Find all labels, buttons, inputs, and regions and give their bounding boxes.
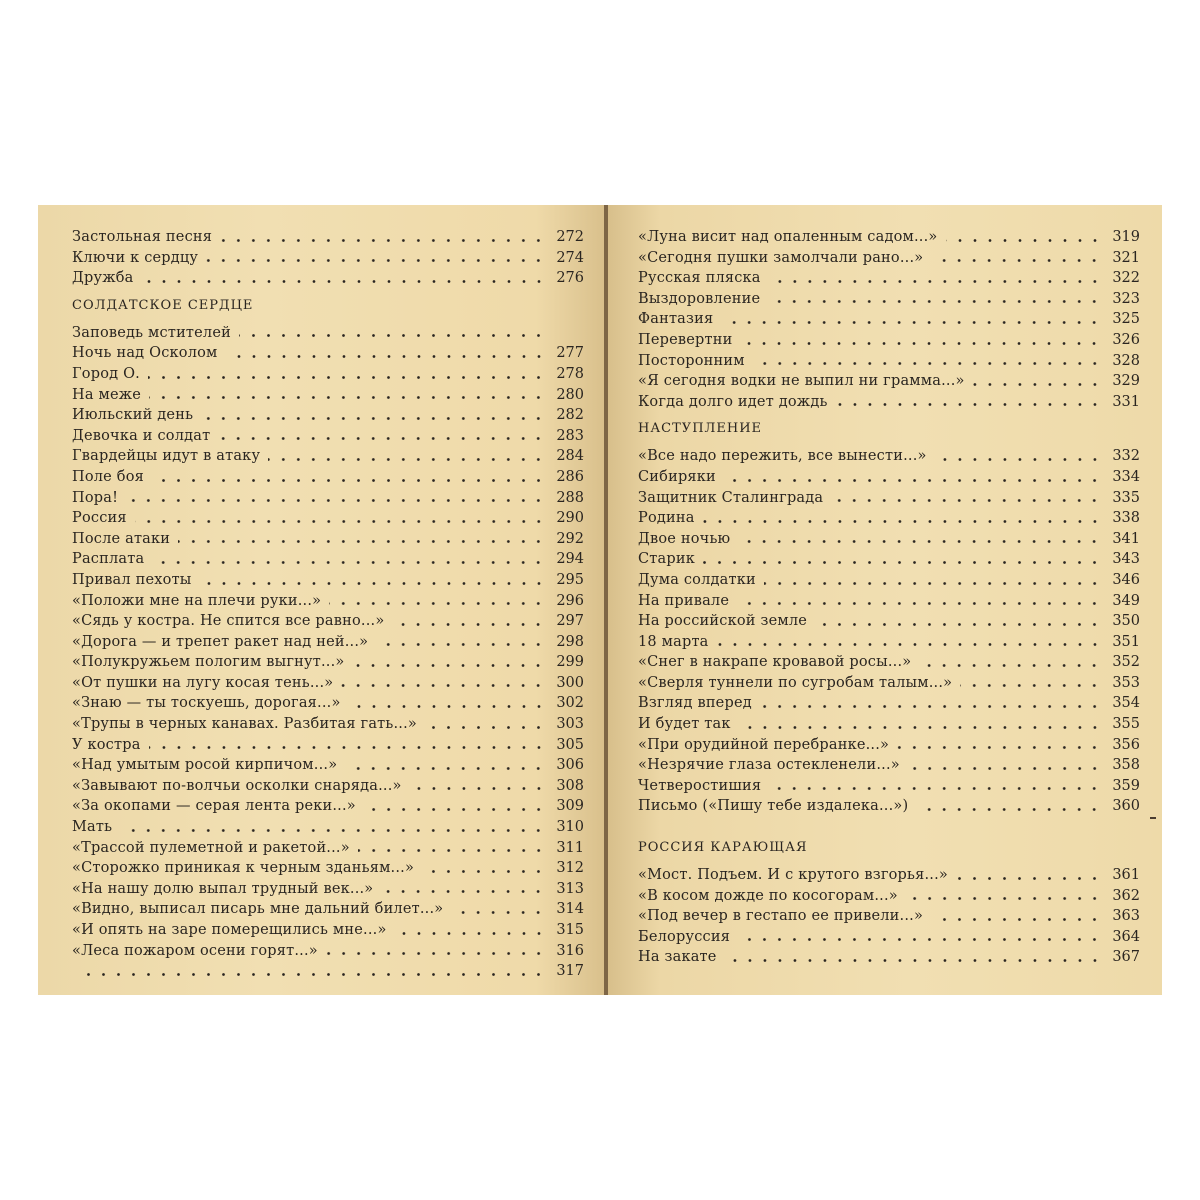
toc-entry: [638, 755, 1140, 776]
toc-entry: [72, 776, 584, 797]
entry-title: Фантазия: [638, 311, 714, 328]
page-number: 328: [1112, 352, 1140, 369]
toc-entry: [72, 735, 584, 756]
dot-leader: [395, 932, 546, 935]
entry-title: 18 марта: [638, 633, 709, 650]
dot-leader: [148, 376, 546, 379]
entry-title: Дума солдатки: [638, 571, 756, 588]
page-number: 305: [556, 736, 584, 753]
toc-entry: [638, 330, 1140, 351]
toc-entry: [72, 693, 584, 714]
page-number: 360: [1112, 798, 1140, 815]
page-number: 356: [1112, 736, 1140, 753]
page-number: 346: [1112, 571, 1140, 588]
dot-leader: [738, 938, 1102, 941]
toc-entry: [638, 591, 1140, 612]
section-title: НАСТУПЛЕНИЕ: [638, 421, 763, 437]
page-number: 288: [556, 489, 584, 506]
page-number: 362: [1112, 887, 1140, 904]
entry-title: Поле боя: [72, 468, 144, 485]
dot-leader: [226, 355, 546, 358]
entry-title: «Сверля туннели по сугробам талым...»: [638, 674, 953, 691]
toc-entry: [72, 488, 584, 509]
toc-entry: [72, 426, 584, 447]
toc-entry: [72, 858, 584, 879]
toc-entry: [638, 248, 1140, 269]
entry-title: «Луна висит над опаленным садом...»: [638, 229, 938, 245]
dot-leader: [960, 684, 1102, 687]
page-number: 332: [1112, 448, 1140, 465]
toc-entry: [72, 611, 584, 632]
toc-entry: [638, 796, 1140, 817]
dot-leader: [206, 259, 546, 262]
toc-entry: [72, 405, 584, 426]
toc-entry: [638, 508, 1140, 529]
page-number: 354: [1112, 695, 1140, 712]
dot-leader: [897, 746, 1102, 749]
toc-entry: [638, 289, 1140, 310]
toc-entry: [72, 899, 584, 920]
entry-title: «За окопами — серая лента реки...»: [72, 798, 356, 815]
toc-entry: [638, 776, 1140, 797]
page-number: 299: [556, 654, 584, 671]
page-number: 272: [556, 229, 584, 245]
dot-leader: [831, 499, 1102, 502]
dot-leader: [341, 684, 546, 687]
dot-leader: [946, 239, 1103, 242]
entry-title: «Сторожко приникая к черным зданьям...»: [72, 860, 415, 877]
right-top-entries: [638, 227, 1140, 412]
entry-title: Когда долго идет дождь: [638, 393, 828, 410]
toc-entry: [638, 927, 1140, 948]
page-number: 353: [1112, 674, 1140, 691]
toc-entry: [72, 467, 584, 488]
entry-title: И будет так: [638, 716, 731, 733]
right-section-entries: [638, 446, 1140, 817]
page-number: 325: [1112, 311, 1140, 328]
entry-title: На меже: [72, 386, 142, 403]
page-number: 350: [1112, 613, 1140, 630]
dot-leader: [760, 705, 1102, 708]
entry-title: Девочка и солдат: [72, 427, 211, 444]
page-number: 310: [556, 819, 584, 836]
dot-leader: [200, 582, 546, 585]
dot-leader: [737, 602, 1102, 605]
page-number: 282: [556, 407, 584, 424]
entry-title: Застольная песня: [72, 229, 213, 245]
toc-entry: [72, 755, 584, 776]
entry-title: На российской земле: [638, 613, 808, 630]
page-number: 329: [1112, 373, 1140, 390]
dot-leader: [201, 417, 546, 420]
left-section-entries: [72, 323, 584, 982]
dot-leader: [329, 602, 546, 605]
dot-leader: [218, 437, 546, 440]
toc-entry: [72, 714, 584, 735]
page-number: 295: [556, 571, 584, 588]
entry-title: Расплата: [72, 551, 145, 568]
dot-leader: [738, 540, 1102, 543]
page-number: 326: [1112, 331, 1140, 348]
dot-leader: [931, 259, 1102, 262]
toc-entry: [638, 611, 1140, 632]
toc-entry: [72, 673, 584, 694]
entry-title: На закате: [638, 949, 717, 966]
page-number: 359: [1112, 777, 1140, 794]
right-toc: [638, 227, 1140, 968]
dot-leader: [376, 643, 546, 646]
page-number: 300: [556, 674, 584, 691]
toc-entry: [638, 886, 1140, 907]
entry-title: «На нашу долю выпал трудный век...»: [72, 880, 374, 897]
dot-leader: [142, 280, 546, 283]
toc-entry: [638, 488, 1140, 509]
page-number: 363: [1112, 908, 1140, 925]
dot-leader: [120, 829, 546, 832]
left-page: [38, 205, 604, 995]
dot-leader: [768, 300, 1102, 303]
toc-entry: [72, 941, 584, 962]
entry-title: Двое ночью: [638, 530, 731, 547]
dot-leader: [410, 787, 546, 790]
toc-entry: [72, 364, 584, 385]
toc-entry: [72, 323, 584, 344]
toc-entry: [72, 570, 584, 591]
page-number: 361: [1112, 867, 1140, 884]
page-number: 355: [1112, 716, 1140, 733]
dot-leader: [451, 911, 546, 914]
entry-title: «Полукружьем пологим выгнут...»: [72, 654, 345, 671]
page-number: 316: [556, 942, 584, 959]
dot-leader: [973, 383, 1102, 386]
page-number: 280: [556, 386, 584, 403]
entry-title: Посторонним: [638, 352, 745, 369]
dot-leader: [381, 890, 546, 893]
ink-blot: [1150, 817, 1156, 819]
page-number: 290: [556, 510, 584, 527]
dot-leader: [425, 726, 546, 729]
page-number: 311: [556, 839, 584, 856]
right-section2-entries: [638, 865, 1140, 968]
page-number: 294: [556, 551, 584, 568]
dot-leader: [916, 808, 1102, 811]
toc-entry: [638, 467, 1140, 488]
dot-leader: [326, 952, 546, 955]
entry-title: Город О.: [72, 365, 140, 382]
dot-leader: [769, 787, 1102, 790]
book-gutter: [604, 205, 608, 995]
dot-leader: [703, 561, 1102, 564]
dot-leader: [764, 582, 1102, 585]
toc-entry: [72, 529, 584, 550]
page-number: 278: [556, 365, 584, 382]
page-number: 319: [1112, 229, 1140, 245]
toc-entry: [638, 865, 1140, 886]
entry-title: «Над умытым росой кирпичом...»: [72, 757, 338, 774]
toc-entry: [72, 817, 584, 838]
right-page: [604, 205, 1162, 995]
toc-entry: [638, 735, 1140, 756]
dot-leader: [178, 540, 546, 543]
page-number: 358: [1112, 757, 1140, 774]
entry-title: Русская пляска: [638, 270, 761, 287]
toc-entry: [638, 227, 1140, 248]
entry-title: «Положи мне на плечи руки...»: [72, 592, 322, 609]
entry-title: Привал пехоты: [72, 571, 192, 588]
toc-entry: [72, 227, 584, 248]
section-title: СОЛДАТСКОЕ СЕРДЦЕ: [72, 297, 254, 313]
entry-title: «В косом дожде по косогорам...»: [638, 887, 898, 904]
dot-leader: [345, 767, 546, 770]
page-number: 351: [1112, 633, 1140, 650]
toc-entry: [638, 693, 1140, 714]
toc-entry: [638, 673, 1140, 694]
page-number: 349: [1112, 592, 1140, 609]
page-number: 315: [556, 922, 584, 938]
page-number: 274: [556, 249, 584, 266]
toc-entry: [638, 549, 1140, 570]
dot-leader: [724, 479, 1102, 482]
left-toc: [72, 227, 584, 982]
toc-entry: [72, 838, 584, 859]
dot-leader: [422, 870, 546, 873]
entry-title: Сибиряки: [638, 468, 716, 485]
page-number: 292: [556, 530, 584, 547]
dot-leader: [725, 959, 1102, 962]
toc-entry: [638, 351, 1140, 372]
entry-title: Белоруссия: [638, 928, 731, 945]
toc-entry: [638, 529, 1140, 550]
toc-entry: [72, 446, 584, 467]
entry-title: Старик: [638, 551, 695, 568]
dot-leader: [919, 664, 1102, 667]
dot-leader: [836, 403, 1102, 406]
entry-title: Пора!: [72, 489, 119, 506]
dot-leader: [753, 362, 1102, 365]
toc-entry: [638, 371, 1140, 392]
toc-entry: [72, 879, 584, 900]
page-number: 277: [556, 345, 584, 362]
page-number: 352: [1112, 654, 1140, 671]
dot-leader: [239, 334, 546, 337]
entry-title: Родина: [638, 510, 695, 527]
entry-title: У костра: [72, 736, 141, 753]
toc-entry: [638, 652, 1140, 673]
entry-title: Дружба: [72, 270, 134, 287]
dot-leader: [703, 520, 1102, 523]
toc-entry: [72, 268, 584, 289]
page-number: 334: [1112, 468, 1140, 485]
page-number: 309: [556, 798, 584, 815]
entry-title: «Трупы в черных канавах. Разбитая гать...»: [72, 716, 417, 733]
entry-title: «Видно, выписал писарь мне дальний билет...»: [72, 901, 444, 918]
dot-leader: [908, 767, 1102, 770]
page-number: 343: [1112, 551, 1140, 568]
toc-entry: [72, 385, 584, 406]
book-spread: [38, 205, 1162, 995]
toc-entry: [72, 632, 584, 653]
section-title: РОССИЯ КАРАЮЩАЯ: [638, 840, 808, 856]
page-number: 322: [1112, 270, 1140, 287]
dot-leader: [956, 877, 1102, 880]
dot-leader: [906, 897, 1102, 900]
entry-title: «От пушки на лугу косая тень...»: [72, 674, 334, 691]
entry-title: «Я сегодня водки не выпил ни грамма...»: [638, 373, 965, 390]
entry-title: Перевертни: [638, 331, 733, 348]
entry-title: «Трассой пулеметной и ракетой...»: [72, 839, 350, 856]
page-number: 303: [556, 716, 584, 733]
dot-leader: [80, 973, 546, 976]
page-number: 314: [556, 901, 584, 918]
page-number: 298: [556, 633, 584, 650]
toc-entry: [72, 508, 584, 529]
toc-entry: [72, 796, 584, 817]
dot-leader: [364, 808, 546, 811]
entry-title: «При орудийной перебранке...»: [638, 736, 890, 753]
toc-entry: [72, 961, 584, 982]
dot-leader: [152, 479, 546, 482]
page-number: 308: [556, 777, 584, 794]
page-number: 283: [556, 427, 584, 444]
entry-title: Письмо («Пишу тебе издалека...»): [638, 798, 909, 815]
entry-title: «Мост. Подъем. И с крутого взгорья...»: [638, 867, 948, 884]
page-number: 312: [556, 860, 584, 877]
page-number: 367: [1112, 949, 1140, 966]
dot-leader: [721, 321, 1102, 324]
entry-title: Заповедь мстителей: [72, 324, 231, 341]
entry-title: Июльский день: [72, 407, 194, 424]
entry-title: «И опять на заре померещились мне...»: [72, 922, 387, 938]
dot-leader: [717, 643, 1102, 646]
dot-leader: [152, 561, 546, 564]
toc-entry: [72, 652, 584, 673]
entry-title: «Завывают по-волчьи осколки снаряда...»: [72, 777, 402, 794]
entry-title: Гвардейцы идут в атаку: [72, 448, 261, 465]
entry-title: «Дорога — и трепет ракет над ней...»: [72, 633, 369, 650]
toc-entry: [638, 446, 1140, 467]
entry-title: Ночь над Осколом: [72, 345, 218, 362]
toc-entry: [72, 549, 584, 570]
dot-leader: [935, 458, 1102, 461]
entry-title: Четверостишия: [638, 777, 762, 794]
section-gap: [638, 817, 1140, 831]
dot-leader: [126, 499, 546, 502]
toc-entry: [72, 343, 584, 364]
dot-leader: [268, 458, 546, 461]
toc-entry: [72, 920, 584, 941]
entry-title: Ключи к сердцу: [72, 249, 199, 266]
entry-title: «Все надо пережить, все вынести...»: [638, 448, 927, 465]
page-number: 341: [1112, 530, 1140, 547]
page-number: 286: [556, 468, 584, 485]
page-number: 338: [1112, 510, 1140, 527]
page-number: 296: [556, 592, 584, 609]
page-number: 335: [1112, 489, 1140, 506]
toc-entry: [638, 392, 1140, 413]
entry-title: «Снег в накрапе кровавой росы...»: [638, 654, 912, 671]
page-number: 276: [556, 270, 584, 287]
entry-title: «Незрячие глаза остекленели...»: [638, 757, 900, 774]
page-number: 317: [556, 963, 584, 980]
page-number: 297: [556, 613, 584, 630]
dot-leader: [815, 623, 1102, 626]
page-number: 321: [1112, 249, 1140, 266]
entry-title: «Леса пожаром осени горят...»: [72, 942, 318, 959]
toc-entry: [72, 248, 584, 269]
page-number: 323: [1112, 290, 1140, 307]
toc-entry: [638, 632, 1140, 653]
dot-leader: [149, 746, 546, 749]
toc-entry: [638, 309, 1140, 330]
toc-entry: [638, 268, 1140, 289]
page-number: 313: [556, 880, 584, 897]
page-number: 331: [1112, 393, 1140, 410]
entry-title: Выздоровление: [638, 290, 761, 307]
toc-entry: [638, 906, 1140, 927]
page-number: 306: [556, 757, 584, 774]
left-top-entries: [72, 227, 584, 289]
page-number: 284: [556, 448, 584, 465]
entry-title: Защитник Сталинграда: [638, 489, 824, 506]
dot-leader: [739, 726, 1102, 729]
entry-title: «Знаю — ты тоскуешь, дорогая...»: [72, 695, 341, 712]
entry-title: Мать: [72, 819, 113, 836]
toc-entry: [638, 570, 1140, 591]
dot-leader: [769, 280, 1102, 283]
entry-title: Взгляд вперед: [638, 695, 752, 712]
dot-leader: [358, 849, 546, 852]
dot-leader: [392, 623, 546, 626]
dot-leader: [220, 239, 546, 242]
entry-title: «Сядь у костра. Не спится все равно...»: [72, 613, 385, 630]
entry-title: После атаки: [72, 530, 171, 547]
entry-title: «Сегодня пушки замолчали рано...»: [638, 249, 924, 266]
dot-leader: [740, 342, 1102, 345]
toc-entry: [72, 591, 584, 612]
page-number: 364: [1112, 928, 1140, 945]
dot-leader: [349, 705, 546, 708]
entry-title: Россия: [72, 510, 127, 527]
toc-entry: [638, 947, 1140, 968]
toc-entry: [638, 714, 1140, 735]
dot-leader: [135, 520, 546, 523]
dot-leader: [931, 918, 1102, 921]
entry-title: На привале: [638, 592, 730, 609]
page-number: 302: [556, 695, 584, 712]
dot-leader: [149, 396, 546, 399]
dot-leader: [352, 664, 546, 667]
entry-title: «Под вечер в гестапо ее привели...»: [638, 908, 924, 925]
